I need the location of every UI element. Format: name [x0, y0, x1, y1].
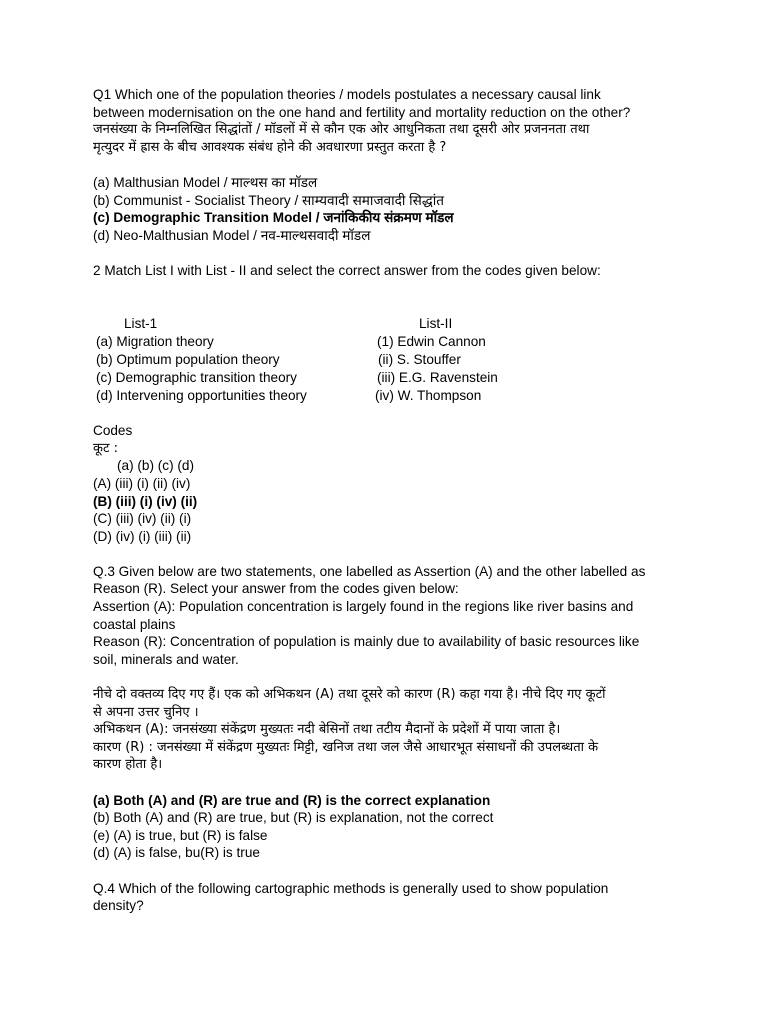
codes-header: (a) (b) (c) (d)	[117, 458, 195, 474]
q3-reason-line1: Reason (R): Concentration of population is mainly due to availability of basic resources like	[93, 634, 640, 650]
q4-question-line1: Q.4 Which of the following cartographic methods is generally used to show population	[93, 880, 609, 896]
q1-question-en-line2: between modernisation on the one hand and fertility and mortality reduction on the other?	[93, 104, 631, 120]
code-option-d: (D) (iv) (i) (iii) (ii)	[93, 528, 192, 544]
list1-item-c: (c) Demographic transition theory	[96, 369, 297, 385]
q3-question-line2: Reason (R). Select your answer from the codes given below:	[93, 581, 459, 597]
q3-hi-assertion: अभिकथन (A): जनसंख्या संकेंद्रण मुख्यतः नदी बेसिनों तथा तटीय मैदानों के प्रदेशों में पाया जाता है।	[93, 722, 561, 738]
q1-question-hi-line1: जनसंख्या के निम्नलिखित सिद्धांतों / मॉडलों में से कौन एक ओर आधुनिकता तथा दूसरी ओर प्रजननता तथा	[93, 122, 590, 138]
q1-option-b: (b) Communist - Socialist Theory / साम्यवादी समाजवादी सिद्धांत	[93, 192, 444, 208]
list1-item-d: (d) Intervening opportunities theory	[96, 387, 307, 403]
q3-option-c: (e) (A) is true, but (R) is false	[93, 827, 268, 843]
q1-question-en-line1: Q1 Which one of the population theories / models postulates a necessary causal link	[93, 87, 601, 102]
list1-item-a: (a) Migration theory	[96, 333, 214, 349]
match-lists	[93, 315, 693, 405]
list1-header: List-1	[124, 315, 158, 331]
q3-assertion-line1: Assertion (A): Population concentration is largely found in the regions like river basins and	[93, 599, 634, 615]
q3-option-d: (d) (A) is false, bu(R) is true	[93, 845, 260, 861]
q3-hi-reason-line2: कारण होता है।	[93, 757, 163, 773]
list2-item-4: (iv) W. Thompson	[375, 387, 482, 403]
list2-item-1: (1) Edwin Cannon	[377, 333, 486, 349]
q1-option-c-answer: (c) Demographic Transition Model / जनांकिकीय संक्रमण मॉडल	[93, 210, 454, 226]
q3-question-line1: Q.3 Given below are two statements, one labelled as Assertion (A) and the other labelled as	[93, 563, 646, 579]
q4-question-line2: density?	[93, 898, 144, 914]
q3-hi-line2: से अपना उत्तर चुनिए ।	[93, 704, 199, 720]
q1-option-a: (a) Malthusian Model / माल्थस का मॉडल	[93, 174, 318, 190]
q1-option-d: (d) Neo-Malthusian Model / नव-माल्थसवादी मॉडल	[93, 227, 371, 243]
q3-hi-line1: नीचे दो वक्तव्य दिए गए हैं। एक को अभिकथन (A) तथा दूसरे को कारण (R) कहा गया है। नीचे दिए गए कूटों	[93, 687, 606, 703]
q3-option-a-answer: (a) Both (A) and (R) are true and (R) is the correct explanation	[93, 792, 491, 808]
document-page	[93, 86, 693, 915]
codes-label-hi: कूट :	[93, 440, 119, 456]
q3-reason-line2: soil, minerals and water.	[93, 651, 239, 667]
q2-question: 2 Match List I with List - II and select the correct answer from the codes given below:	[93, 262, 601, 278]
list1-item-b: (b) Optimum population theory	[96, 351, 280, 367]
code-option-b-answer: (B) (iii) (i) (iv) (ii)	[93, 493, 198, 509]
q1-question-hi-line2: मृत्युदर में ह्रास के बीच आवश्यक संबंध होने की अवधारणा प्रस्तुत करता है ?	[93, 139, 447, 155]
code-option-a: (A) (iii) (i) (ii) (iv)	[93, 475, 191, 491]
q3-assertion-line2: coastal plains	[93, 616, 176, 632]
q3-option-b: (b) Both (A) and (R) are true, but (R) is explanation, not the correct	[93, 810, 494, 826]
list2-item-2: (ii) S. Stouffer	[378, 351, 461, 367]
list2-item-3: (iii) E.G. Ravenstein	[377, 369, 498, 385]
codes-label: Codes	[93, 423, 133, 439]
code-option-c: (C) (iii) (iv) (ii) (i)	[93, 511, 192, 527]
list2-header: List-II	[419, 315, 453, 331]
q3-hi-reason-line1: कारण (R) : जनसंख्या में संकेंद्रण मुख्यतः मिट्टी, खनिज तथा जल जैसे आधारभूत संसाधनों की उपलब्धता के	[93, 739, 599, 755]
